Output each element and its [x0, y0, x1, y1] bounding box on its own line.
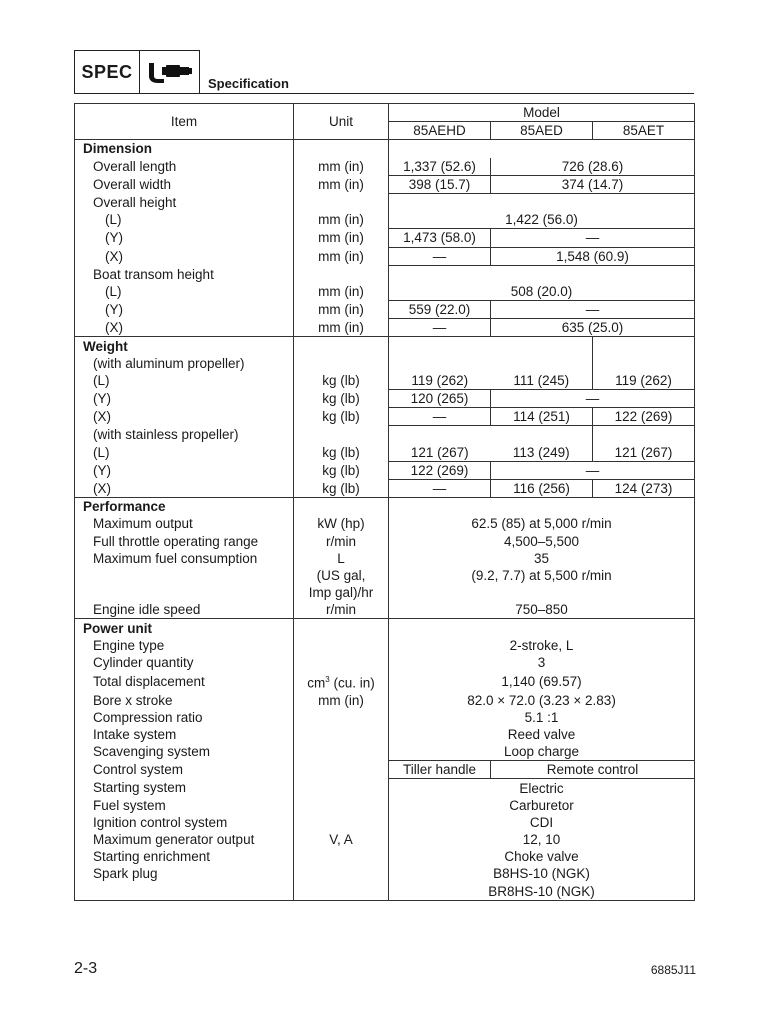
table-row: [75, 175, 695, 193]
row-label: (Y): [75, 301, 294, 319]
row-unit: kg (lb): [294, 479, 389, 497]
micrometer-icon: [140, 51, 199, 93]
header-model: Model: [389, 104, 695, 122]
row-value: 122 (269): [593, 408, 695, 426]
table-row: [75, 211, 695, 229]
row-label: (X): [75, 247, 294, 265]
row-value: —: [491, 390, 695, 408]
table-row: [75, 584, 695, 601]
row-label: (L): [75, 372, 294, 390]
row-value: CDI: [389, 814, 695, 831]
row-label: Starting enrichment: [75, 848, 294, 865]
row-value: 635 (25.0): [491, 319, 695, 337]
row-value: 116 (256): [491, 479, 593, 497]
table-row: [75, 831, 695, 848]
row-label: Intake system: [75, 726, 294, 743]
row-unit: kg (lb): [294, 390, 389, 408]
row-label: Starting system: [75, 779, 294, 797]
row-unit: mm (in): [294, 301, 389, 319]
row-label: Engine idle speed: [75, 601, 294, 619]
row-unit: mm (in): [294, 175, 389, 193]
group-dimension: Dimension: [75, 140, 294, 158]
spec-table: [74, 103, 695, 901]
row-value: 124 (273): [593, 479, 695, 497]
row-label: (L): [75, 444, 294, 462]
row-label: (L): [75, 283, 294, 301]
table-row: [75, 533, 695, 550]
table-row: [75, 779, 695, 797]
row-label: Overall height: [75, 193, 294, 211]
table-row: [75, 390, 695, 408]
row-value: 114 (251): [491, 408, 593, 426]
table-row: [75, 498, 695, 516]
group-performance: Performance: [75, 498, 294, 516]
row-value: B8HS-10 (NGK): [389, 865, 695, 882]
table-row: [75, 337, 695, 355]
row-label: Overall width: [75, 175, 294, 193]
table-row: [75, 229, 695, 247]
table-row: [75, 372, 695, 390]
row-unit: (US gal,: [294, 567, 389, 584]
row-label: (with stainless propeller): [75, 426, 294, 444]
row-unit: mm (in): [294, 692, 389, 709]
table-row: [75, 193, 695, 211]
row-value: 726 (28.6): [491, 158, 695, 176]
row-value: 398 (15.7): [389, 175, 491, 193]
row-value: 374 (14.7): [491, 175, 695, 193]
row-value: —: [491, 461, 695, 479]
row-label: Scavenging system: [75, 743, 294, 761]
row-unit: r/min: [294, 533, 389, 550]
row-value: 119 (262): [389, 372, 491, 390]
table-row: [75, 814, 695, 831]
row-label: (X): [75, 408, 294, 426]
row-value: 113 (249): [491, 444, 593, 462]
row-value: 508 (20.0): [389, 283, 695, 301]
spec-label: SPEC: [75, 51, 140, 93]
row-label: Maximum generator output: [75, 831, 294, 848]
row-unit: mm (in): [294, 229, 389, 247]
header-model-3: 85AET: [593, 122, 695, 140]
row-unit: $cm^3$ (cu. in): [294, 671, 389, 692]
row-label: Bore x stroke: [75, 692, 294, 709]
table-row: [75, 265, 695, 283]
row-value: —: [491, 229, 695, 247]
table-row: [75, 426, 695, 444]
row-value: —: [389, 247, 491, 265]
row-unit: mm (in): [294, 158, 389, 176]
spec-badge: [74, 50, 200, 94]
page-number: 2-3: [74, 960, 98, 977]
row-unit: kg (lb): [294, 408, 389, 426]
row-unit: kg (lb): [294, 444, 389, 462]
row-value: 5.1 :1: [389, 709, 695, 726]
row-unit: L: [294, 550, 389, 567]
row-value: 62.5 (85) at 5,000 r/min: [389, 515, 695, 532]
row-value: 1,473 (58.0): [389, 229, 491, 247]
row-value: 121 (267): [389, 444, 491, 462]
row-unit: kg (lb): [294, 461, 389, 479]
table-row: [75, 848, 695, 865]
header-rule: [200, 93, 694, 94]
header-model-2: 85AED: [491, 122, 593, 140]
table-row: [75, 550, 695, 567]
row-label: Maximum output: [75, 515, 294, 532]
row-unit: kW (hp): [294, 515, 389, 532]
section-title: Specification: [208, 76, 289, 91]
table-row: [75, 319, 695, 337]
row-label: Compression ratio: [75, 709, 294, 726]
row-value: —: [491, 301, 695, 319]
row-label: Cylinder quantity: [75, 654, 294, 671]
row-label: (with aluminum propeller): [75, 355, 294, 372]
row-value: 111 (245): [491, 372, 593, 390]
row-label: Spark plug: [75, 865, 294, 882]
row-label: (Y): [75, 461, 294, 479]
row-value: 12, 10: [389, 831, 695, 848]
table-row: [75, 865, 695, 882]
row-unit: V, A: [294, 831, 389, 848]
row-value: 750–850: [389, 601, 695, 619]
table-row: [75, 567, 695, 584]
table-row: [75, 601, 695, 619]
table-row: [75, 515, 695, 532]
row-value: Tiller handle: [389, 761, 491, 779]
table-row: [75, 619, 695, 637]
header-item: Item: [75, 104, 294, 140]
table-row: [75, 692, 695, 709]
row-label: Engine type: [75, 637, 294, 654]
row-label: Maximum fuel consumption: [75, 550, 294, 567]
table-row: [75, 671, 695, 692]
group-weight: Weight: [75, 337, 294, 355]
row-unit: kg (lb): [294, 372, 389, 390]
table-row: [75, 444, 695, 462]
row-value: 3: [389, 654, 695, 671]
row-label: Boat transom height: [75, 265, 294, 283]
table-row: [75, 408, 695, 426]
row-label: Full throttle operating range: [75, 533, 294, 550]
row-label: (L): [75, 211, 294, 229]
header-model-1: 85AEHD: [389, 122, 491, 140]
row-value: BR8HS-10 (NGK): [389, 883, 695, 901]
row-value: Electric: [389, 779, 695, 797]
table-row: [75, 797, 695, 814]
row-value: 1,140 (69.57): [389, 671, 695, 692]
header-unit: Unit: [294, 104, 389, 140]
row-label: Control system: [75, 761, 294, 779]
row-value: —: [389, 408, 491, 426]
table-row: [75, 158, 695, 176]
table-row: [75, 283, 695, 301]
row-value: 122 (269): [389, 461, 491, 479]
row-unit: mm (in): [294, 247, 389, 265]
row-value: Choke valve: [389, 848, 695, 865]
row-value: —: [389, 479, 491, 497]
row-value: Remote control: [491, 761, 695, 779]
row-value: Carburetor: [389, 797, 695, 814]
row-label: Overall length: [75, 158, 294, 176]
row-value: 1,337 (52.6): [389, 158, 491, 176]
row-unit: mm (in): [294, 283, 389, 301]
table-row: [75, 355, 695, 372]
table-row: [75, 654, 695, 671]
table-row: [75, 461, 695, 479]
row-value: 1,548 (60.9): [491, 247, 695, 265]
row-value: 559 (22.0): [389, 301, 491, 319]
row-label: Fuel system: [75, 797, 294, 814]
table-row: [75, 743, 695, 761]
row-value: 35: [389, 550, 695, 567]
row-unit: Imp gal)/hr: [294, 584, 389, 601]
row-value: —: [389, 319, 491, 337]
row-label: Ignition control system: [75, 814, 294, 831]
row-label: (X): [75, 319, 294, 337]
row-value: 120 (265): [389, 390, 491, 408]
row-value: Loop charge: [389, 743, 695, 761]
table-row: [75, 761, 695, 779]
row-label: Total displacement: [75, 671, 294, 692]
row-unit: mm (in): [294, 319, 389, 337]
row-value: 82.0 × 72.0 (3.23 × 2.83): [389, 692, 695, 709]
table-row: [75, 709, 695, 726]
row-value: (9.2, 7.7) at 5,500 r/min: [389, 567, 695, 584]
table-row: [75, 637, 695, 654]
table-row: [75, 247, 695, 265]
table-row: [75, 301, 695, 319]
row-value: 4,500–5,500: [389, 533, 695, 550]
table-row: [75, 479, 695, 497]
row-value: 119 (262): [593, 372, 695, 390]
row-value: 121 (267): [593, 444, 695, 462]
table-row: [75, 726, 695, 743]
table-row: [75, 883, 695, 901]
row-label: (X): [75, 479, 294, 497]
row-unit: mm (in): [294, 211, 389, 229]
document-code: 6885J11: [650, 963, 696, 977]
row-value: 1,422 (56.0): [389, 211, 695, 229]
row-value: Reed valve: [389, 726, 695, 743]
row-label: (Y): [75, 390, 294, 408]
row-value: 2-stroke, L: [389, 637, 695, 654]
row-unit: r/min: [294, 601, 389, 619]
table-row: [75, 140, 695, 158]
group-power-unit: Power unit: [75, 619, 294, 637]
row-label: (Y): [75, 229, 294, 247]
